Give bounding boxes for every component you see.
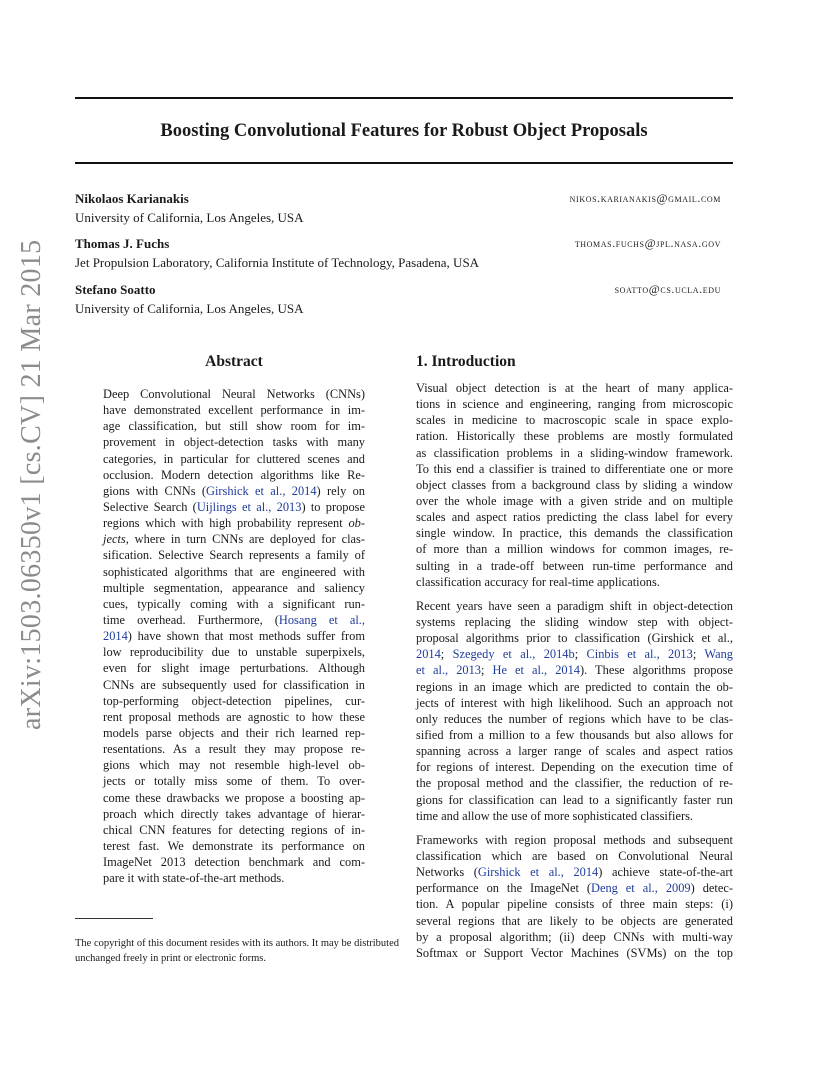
abstract-body	[103, 386, 365, 886]
text-line: tions in science and engineering, ranging from microscopic	[416, 397, 733, 412]
citation-link[interactable]: 2014	[573, 865, 599, 880]
author-affiliation: University of California, Los Angeles, USA	[75, 301, 304, 316]
text-line: single window. In practice, this demands the classification	[416, 526, 733, 541]
text-line: rent proposal methods are agnostic to how these	[103, 709, 365, 724]
text-line: regions in an image which are predicted to contain the ob-	[416, 679, 733, 694]
text-line: classification accuracy for real-time applications.	[416, 574, 660, 589]
citation-link[interactable]: 2014	[555, 663, 580, 678]
text-line: sophisticated algorithms that are engineered with	[103, 564, 365, 579]
citation-link[interactable]: Deng et al., 2009	[591, 881, 691, 896]
arxiv-identifier-stamp: arXiv:1503.06350v1 [cs.CV] 21 Mar 2015	[16, 239, 47, 730]
text-line: the proposal method and the classifier, the reduction of re-	[416, 776, 733, 791]
text-line: To this end a classifier is trained to differentiate one or more	[416, 461, 733, 476]
text-line: occlusion. Modern detection algorithms like Re-	[103, 467, 365, 482]
text-line: scales and aspect ratios predicting the class label for every	[416, 510, 733, 525]
text-line: gions for classification can lead to a significantly faster run	[416, 792, 733, 807]
text-line: age classification, but still show room for im-	[103, 419, 365, 434]
text-line: sification. Selective Search represents a family of	[103, 548, 365, 563]
text-line: pare it with state-of-the-art methods.	[103, 871, 285, 886]
paragraph-gap	[416, 590, 733, 598]
text-line: Frameworks with region proposal methods and subsequent	[416, 832, 733, 847]
text-line: Networks (Girshick et al., 2014) achieve state-of-the-art	[416, 865, 733, 880]
introduction-heading: 1. Introduction	[416, 353, 516, 370]
citation-link[interactable]: Hosang et al.,	[278, 612, 365, 627]
citation-link[interactable]: 2014	[103, 629, 128, 644]
author-block	[75, 234, 733, 272]
citation-link[interactable]: Szegedy et al., 2014b	[452, 647, 575, 662]
citation-link[interactable]: Girshick et al., 2014	[477, 865, 599, 880]
text-line: 2014) have shown that most methods suffer from	[103, 629, 365, 644]
text-line: sulting in a trade-off between run-time performance and	[416, 558, 733, 573]
author-name: Nikolaos Karianakis	[75, 191, 189, 206]
text-line: gions which may not resemble high-level ob-	[103, 758, 365, 773]
citation-link[interactable]: Girshick et al., 2014	[206, 483, 317, 498]
text-line: over the whole image with a given stride and on multiple	[416, 493, 733, 508]
author-block	[75, 280, 733, 318]
text-line: only reduces the number of regions which have to be clas-	[416, 711, 733, 726]
text-line: regions which with high probability represent ob-	[103, 516, 365, 531]
text-line: have demonstrated excellent performance in im-	[103, 403, 365, 418]
text-line: tion. A popular pipeline consists of three main steps: (i)	[416, 897, 733, 912]
text-line: classification which are based on Convolutional Neural	[416, 848, 733, 863]
text-line: Selective Search (Uijlings et al., 2013) to propose	[103, 499, 365, 514]
text-line: top-performing object-detection pipelines, cur-	[103, 693, 365, 708]
text-line: time and allow the use of more sophisticated classifiers.	[416, 808, 693, 823]
text-line: resentations. As a result they may propose re-	[103, 742, 365, 757]
text-line: come these drawbacks we propose a boosting ap-	[103, 790, 365, 805]
introduction-body	[416, 380, 733, 961]
text-line: multiple segmentation, appearance and saliency	[103, 580, 365, 595]
text-line: cues, typically coming with a significant run-	[103, 596, 365, 611]
author-email[interactable]: soatto@cs.ucla.edu	[614, 282, 721, 296]
text-line: 2014; Szegedy et al., 2014b; Cinbis et al., 2013; Wang	[416, 647, 733, 662]
text-line: Visual object detection is at the heart of many applica-	[416, 381, 733, 395]
text-line: jects of interest with high likelihood. Such an approach not	[416, 695, 733, 710]
citation-link[interactable]: et al., 2013	[627, 647, 693, 662]
text-line: proposal algorithms prior to classification (Girshick et al.,	[416, 631, 733, 646]
abstract-heading: Abstract	[205, 353, 263, 370]
text-line: ration. Historically these problems are mostly formulated	[416, 429, 733, 444]
author-email[interactable]: thomas.fuchs@jpl.nasa.gov	[574, 236, 721, 250]
text-line: sified from a million to a few thousands but also allows for	[416, 727, 733, 742]
text-line: scales in medicine to macroscopic scale in space explo-	[416, 413, 733, 428]
text-line: spanning across a larger range of scales and aspect ratios	[416, 744, 733, 759]
top-rule	[75, 97, 733, 99]
citation-link[interactable]: et al., 2013	[242, 499, 302, 514]
citation-link[interactable]: et al., 2013	[416, 663, 481, 678]
citation-link[interactable]: Wang	[704, 647, 733, 662]
paragraph-gap	[416, 824, 733, 832]
text-line: gions with CNNs (Girshick et al., 2014) rely on	[103, 483, 365, 498]
citation-link[interactable]: Uijlings et al., 2013	[196, 499, 302, 514]
citation-link[interactable]: He et al., 2014	[492, 663, 580, 678]
citation-link[interactable]: Cinbis et al., 2013	[586, 647, 693, 662]
paper-title: Boosting Convolutional Features for Robust Object Proposals	[160, 121, 648, 141]
author-name: Thomas J. Fuchs	[75, 236, 170, 251]
title-bottom-rule	[75, 162, 733, 164]
text-line: Softmax or Support Vector Machines (SVMs) on the top	[416, 945, 733, 960]
citation-link[interactable]: 2014	[416, 647, 441, 662]
text-line: low reproducibility due to unstable superpixels,	[103, 645, 365, 660]
text-line: Deep Convolutional Neural Networks (CNNs)	[103, 387, 365, 401]
text-line: of more than a million windows for common images, re-	[416, 542, 733, 557]
text-line: even for slight image perturbations. Although	[103, 661, 365, 676]
author-email[interactable]: nikos.karianakis@gmail.com	[569, 191, 721, 205]
text-line: provement in object-detection tasks with many	[103, 435, 365, 450]
text-line: systems replacing the sliding window step with object-	[416, 614, 733, 629]
text-line: CNNs are subsequently used for classification in	[103, 677, 365, 692]
text-line: for regions of interest. Depending on the execution time of	[416, 760, 733, 775]
text-line: as classification problems in a sliding-window framework.	[416, 445, 733, 460]
text-line: time overhead. Furthermore, (Hosang et al.,	[103, 612, 365, 627]
text-line: performance on the ImageNet (Deng et al., 2009) detec-	[416, 881, 733, 896]
author-affiliation: Jet Propulsion Laboratory, California Institute of Technology, Pasadena, USA	[75, 255, 480, 270]
text-line: object classes from a background class by sliding a window	[416, 477, 733, 492]
text-line: by a proposal algorithm; (ii) deep CNNs with multi-way	[416, 929, 733, 944]
text-line: jects, where in turn CNNs are deployed for clas-	[103, 532, 365, 547]
text-line: chical CNN features for detecting regions of in-	[103, 822, 365, 837]
author-name: Stefano Soatto	[75, 282, 156, 297]
text-line: several regions that are likely to be objects are generated	[416, 913, 733, 928]
author-block	[75, 189, 733, 227]
text-line: Recent years have seen a paradigm shift in object-detection	[416, 598, 733, 613]
footnote-rule	[75, 918, 153, 919]
text-line: ImageNet 2013 detection benchmark and com-	[103, 855, 365, 870]
text-line: et al., 2013; He et al., 2014). These algorithms propose	[416, 663, 733, 678]
author-affiliation: University of California, Los Angeles, USA	[75, 210, 304, 225]
text-line: categories, in particular for cluttered scenes and	[103, 451, 365, 466]
text-line: jects or totally miss some of them. To over-	[103, 774, 365, 789]
text-line: terest fast. We demonstrate its performance on	[103, 838, 365, 853]
copyright-footnote: The copyright of this document resides with its authors. It may be distributed unchanged freely in print or electronic forms.	[75, 938, 399, 964]
text-line: proach which directly takes advantage of hierar-	[103, 806, 365, 821]
citation-link[interactable]: 2014	[291, 483, 317, 498]
text-line: models parse objects and their rich learned rep-	[103, 725, 365, 740]
